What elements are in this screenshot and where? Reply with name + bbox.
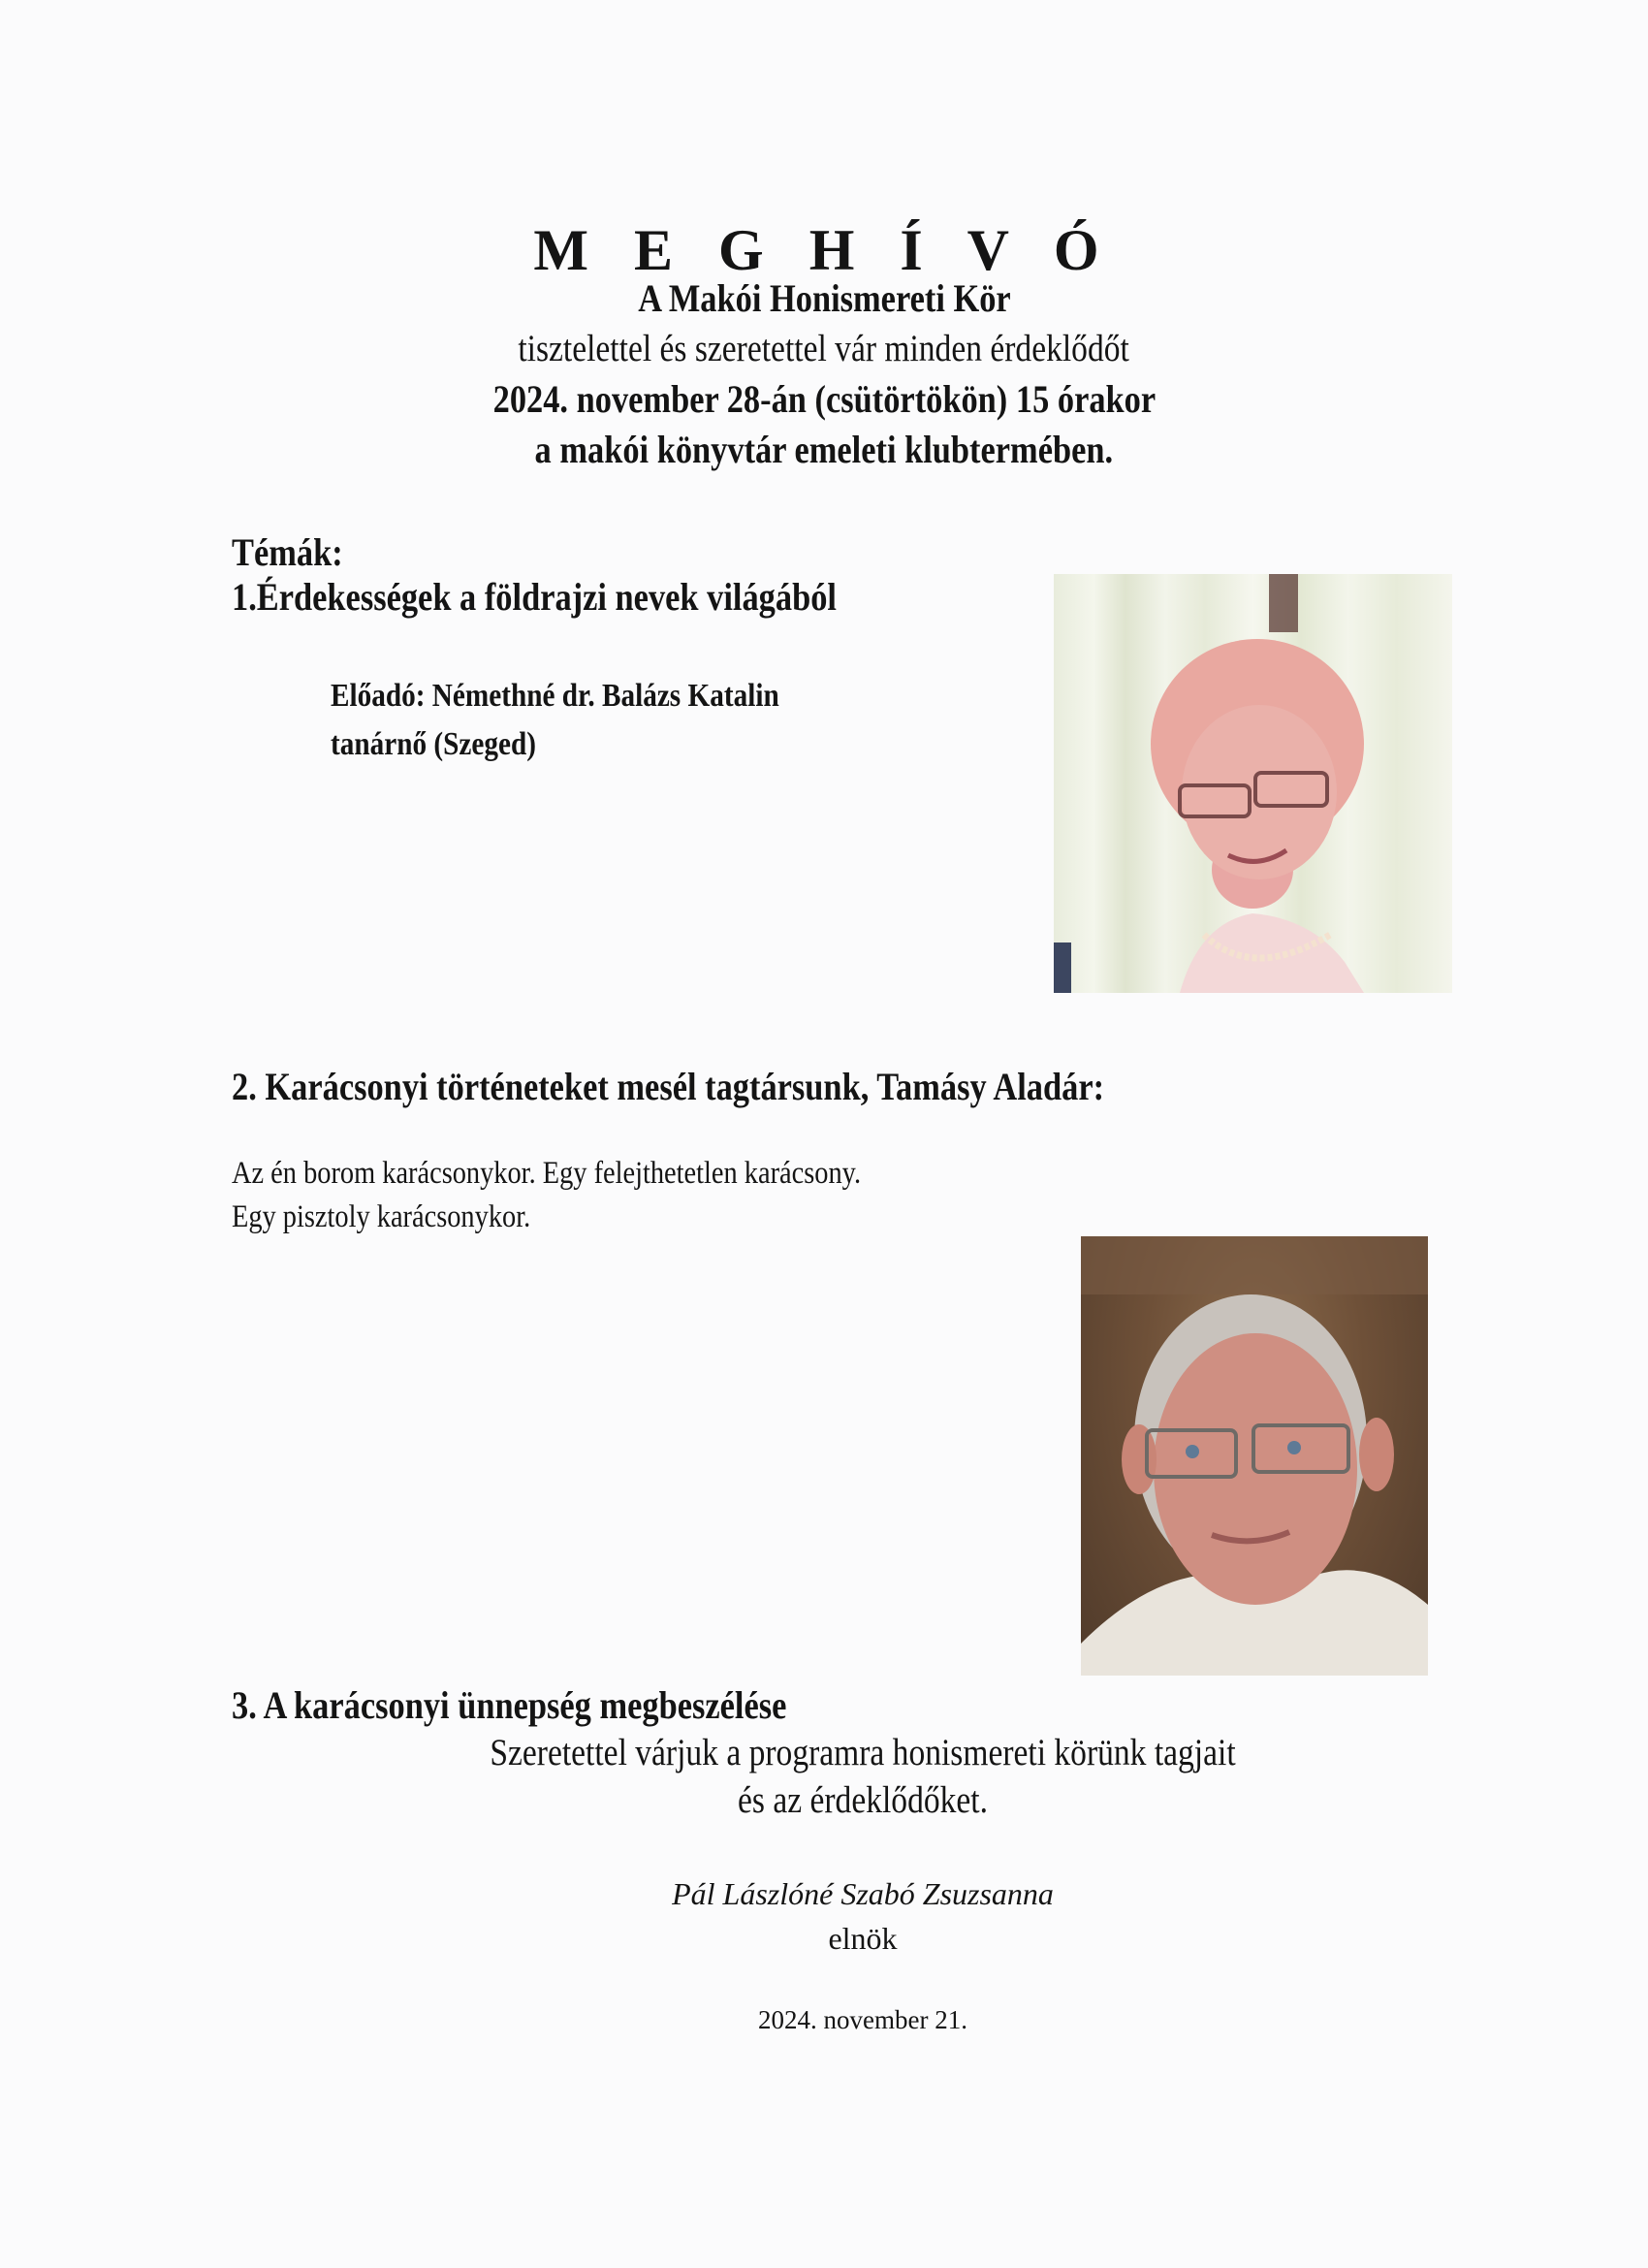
portrait-man-image <box>1081 1236 1428 1676</box>
portrait-ear-left <box>1122 1424 1157 1494</box>
organizer-name <box>0 276 1648 320</box>
signer-name: Pál Lászlóné Szabó Zsuzsanna <box>672 1876 1054 1911</box>
intro-text-span: tisztelettel és szeretettel vár minden érdeklődőt <box>518 328 1130 369</box>
closing-line-2-text: és az érdeklődőket. <box>738 1779 988 1821</box>
topic-2-stories-line-2-text: Egy pisztoly karácsonykor. <box>232 1199 531 1234</box>
topic-1-title <box>232 575 935 619</box>
event-datetime <box>0 377 1648 421</box>
intro-text <box>0 330 1648 367</box>
topic-1-presenter <box>331 680 852 713</box>
invitation-title <box>0 218 1648 282</box>
background-detail <box>1269 574 1298 632</box>
invitation-title-text: M E G H Í V Ó <box>533 218 1115 282</box>
topic-2-title <box>232 1065 1247 1108</box>
topic-3-title-text: 3. A karácsonyi ünnepség megbeszélése <box>232 1683 787 1727</box>
portrait-woman-image <box>1054 574 1452 993</box>
topics-heading <box>232 530 361 574</box>
topic-3-title <box>232 1683 877 1727</box>
topics-heading-text: Témák: <box>232 530 343 574</box>
event-location <box>0 428 1648 471</box>
organizer-name-text: A Makói Honismereti Kör <box>637 276 1011 320</box>
portrait-clothing <box>1180 913 1364 993</box>
closing-line-1 <box>429 1734 1297 1772</box>
topic-1-presenter-text: Előadó: Némethné dr. Balázs Katalin <box>331 678 779 714</box>
event-location-text: a makói könyvtár emeleti klubtermében. <box>534 428 1114 471</box>
signer-role: elnök <box>828 1921 898 1956</box>
portrait-eye-left <box>1186 1445 1199 1458</box>
topic-2-stories-line-1 <box>232 1158 964 1190</box>
closing-line-1-text: Szeretettel várjuk a programra honismereti körünk tagjait <box>490 1732 1236 1773</box>
portrait-ear-right <box>1359 1418 1394 1491</box>
topic-1-presenter-role-text: tanárnő (Szeged) <box>331 726 536 762</box>
background-detail-left <box>1054 942 1071 993</box>
topic-2-title-text: 2. Karácsonyi történeteket mesél tagtársunk, Tamásy Aladár: <box>232 1065 1105 1108</box>
document-date: 2024. november 21. <box>758 2005 967 2034</box>
event-datetime-text: 2024. november 28-án (csütörtökön) 15 órakor <box>492 377 1156 421</box>
topic-2-stories-line-1-text: Az én borom karácsonykor. Egy felejthetetlen karácsony. <box>232 1156 862 1191</box>
closing-line-2 <box>717 1781 1008 1819</box>
portrait-eye-right <box>1287 1441 1301 1454</box>
portrait-face <box>1182 705 1337 879</box>
topic-1-presenter-role <box>331 728 569 761</box>
background-detail <box>1081 1236 1428 1294</box>
presenter-photo-woman <box>1054 574 1452 993</box>
presenter-photo-man <box>1081 1236 1428 1676</box>
topic-1-title-text: 1.Érdekességek a földrajzi nevek világából <box>232 575 837 619</box>
topic-2-stories-line-2 <box>232 1201 579 1233</box>
